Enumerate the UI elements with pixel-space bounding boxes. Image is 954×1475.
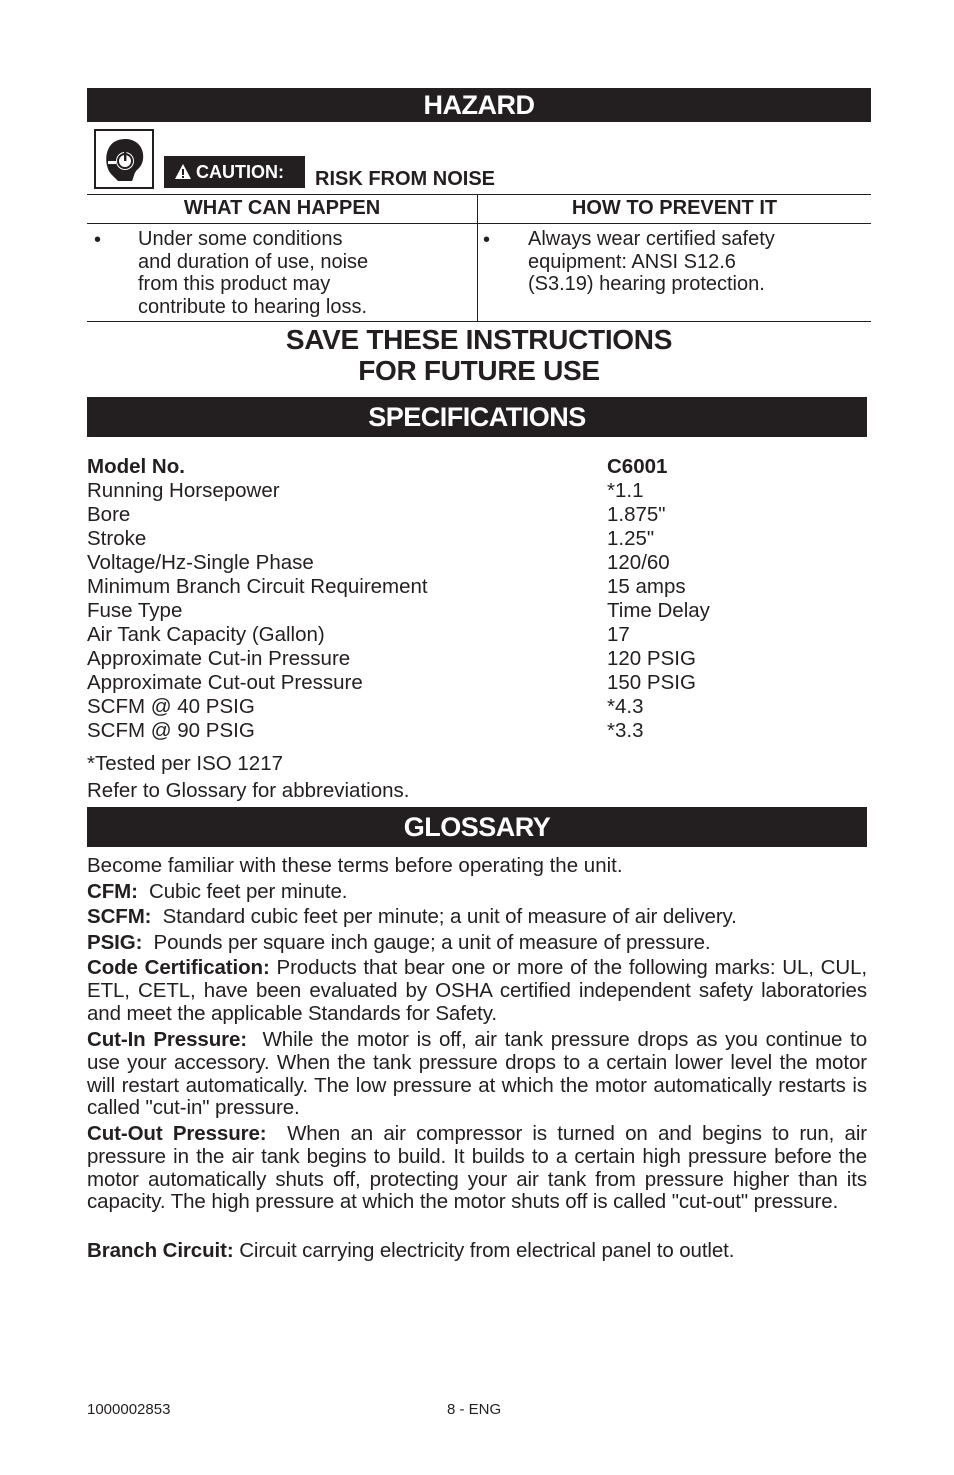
save-instructions-title bbox=[87, 324, 871, 386]
glossary-entry bbox=[87, 906, 867, 929]
what-can-happen-text: Under some conditions and duration of use, noise from this product may contribute to hearing loss. bbox=[138, 228, 369, 318]
what-can-happen-header: WHAT CAN HAPPEN bbox=[183, 197, 381, 219]
glossary-intro: Become familiar with these terms before operating the unit. bbox=[87, 854, 623, 877]
spec-value: *3.3 bbox=[607, 719, 644, 742]
glossary-term: Code Certification: bbox=[87, 956, 270, 979]
spec-label: Model No. bbox=[87, 455, 185, 478]
spec-label: SCFM @ 40 PSIG bbox=[87, 695, 255, 718]
risk-label: RISK FROM NOISE bbox=[315, 168, 496, 190]
glossary-term: Branch Circuit: bbox=[87, 1239, 234, 1262]
spec-label: Minimum Branch Circuit Requirement bbox=[87, 575, 428, 598]
spec-value: 150 PSIG bbox=[607, 671, 696, 694]
spec-label: Approximate Cut-in Pressure bbox=[87, 647, 351, 670]
spec-value: *1.1 bbox=[607, 479, 644, 502]
glossary-term: Cut-Out Pressure: bbox=[87, 1122, 267, 1145]
specifications-heading: SPECIFICATIONS bbox=[87, 397, 867, 437]
glossary-term: Cut-In Pressure: bbox=[87, 1028, 248, 1051]
glossary-definition: Pounds per square inch gauge; a unit of measure of pressure. bbox=[153, 931, 711, 954]
glossary-definition: When an air compressor is turned on and begins to run, air pressure in the air tank begins to build. It builds to a certain high pressure before the motor automatically shuts off, protecting your air tank from pressure higher than its capacity. The high pressure at which the motor shuts off is called "cut-out" pressure. bbox=[87, 1122, 868, 1214]
page-number: 8 - ENG bbox=[447, 1401, 502, 1418]
spec-label: Voltage/Hz-Single Phase bbox=[87, 551, 314, 574]
spec-value: 1.25" bbox=[607, 527, 655, 550]
spec-value: 15 amps bbox=[607, 575, 686, 598]
hazard-table bbox=[87, 194, 871, 322]
glossary-definition: While the motor is off, air tank pressure drops as you continue to use your accessory. When the tank pressure drops to a certain lower level the motor will restart automatically. The low pressure at which the motor automatically restarts is called "cut-in" pressure. bbox=[87, 1028, 867, 1120]
document-number: 1000002853 bbox=[87, 1401, 171, 1418]
caution-label: CAUTION: bbox=[196, 162, 284, 182]
glossary-entry bbox=[87, 1029, 867, 1120]
spec-value: *4.3 bbox=[607, 695, 644, 718]
how-to-prevent-text: Always wear certified safety equipment: ANSI S12.6 (S3.19) hearing protection. bbox=[528, 228, 775, 295]
glossary-reference-note: Refer to Glossary for abbreviations. bbox=[87, 779, 410, 802]
glossary-definition: Products that bear one or more of the following marks: UL, CUL, ETL, CETL, have been evaluated by OSHA certified independent safety laboratories and meet the applicable Standards for Safety. bbox=[87, 956, 867, 1025]
glossary-entry bbox=[87, 1240, 867, 1263]
tested-note: *Tested per ISO 1217 bbox=[87, 752, 284, 775]
glossary-definition: Standard cubic feet per minute; a unit of measure of air delivery. bbox=[162, 905, 737, 928]
caution-badge bbox=[164, 156, 305, 188]
spec-label: Bore bbox=[87, 503, 131, 526]
spec-label: Stroke bbox=[87, 527, 147, 550]
spec-value: C6001 bbox=[607, 455, 668, 478]
spec-value: 120 PSIG bbox=[607, 647, 696, 670]
spec-value: 17 bbox=[607, 623, 630, 646]
glossary-heading: GLOSSARY bbox=[87, 807, 867, 847]
spec-value: Time Delay bbox=[607, 599, 710, 622]
glossary-term: CFM: bbox=[87, 880, 138, 903]
spec-label: SCFM @ 90 PSIG bbox=[87, 719, 255, 742]
spec-value: 120/60 bbox=[607, 551, 670, 574]
hazard-heading: HAZARD bbox=[87, 88, 871, 122]
spec-value: 1.875" bbox=[607, 503, 666, 526]
glossary-term: PSIG: bbox=[87, 931, 143, 954]
spec-label: Running Horsepower bbox=[87, 479, 280, 502]
ear-protection-icon bbox=[94, 129, 154, 189]
bullet: • bbox=[94, 229, 102, 251]
table-rule bbox=[87, 321, 871, 322]
glossary-term: SCFM: bbox=[87, 905, 152, 928]
table-rule bbox=[87, 223, 871, 224]
spec-label: Fuse Type bbox=[87, 599, 183, 622]
bullet: • bbox=[483, 229, 491, 251]
glossary-entry bbox=[87, 957, 867, 1025]
table-rule bbox=[87, 194, 871, 195]
glossary-entry bbox=[87, 881, 867, 904]
spec-label: Air Tank Capacity (Gallon) bbox=[87, 623, 325, 646]
save-instructions-line: SAVE THESE INSTRUCTIONS bbox=[285, 324, 673, 355]
spec-label: Approximate Cut-out Pressure bbox=[87, 671, 363, 694]
save-instructions-line: FOR FUTURE USE bbox=[358, 355, 600, 386]
warning-triangle-icon bbox=[174, 163, 192, 180]
glossary-definition: Circuit carrying electricity from electrical panel to outlet. bbox=[239, 1239, 735, 1262]
glossary-entry bbox=[87, 1123, 867, 1214]
glossary-entry bbox=[87, 932, 867, 955]
glossary-definition: Cubic feet per minute. bbox=[149, 880, 348, 903]
how-to-prevent-header: HOW TO PREVENT IT bbox=[571, 197, 778, 219]
